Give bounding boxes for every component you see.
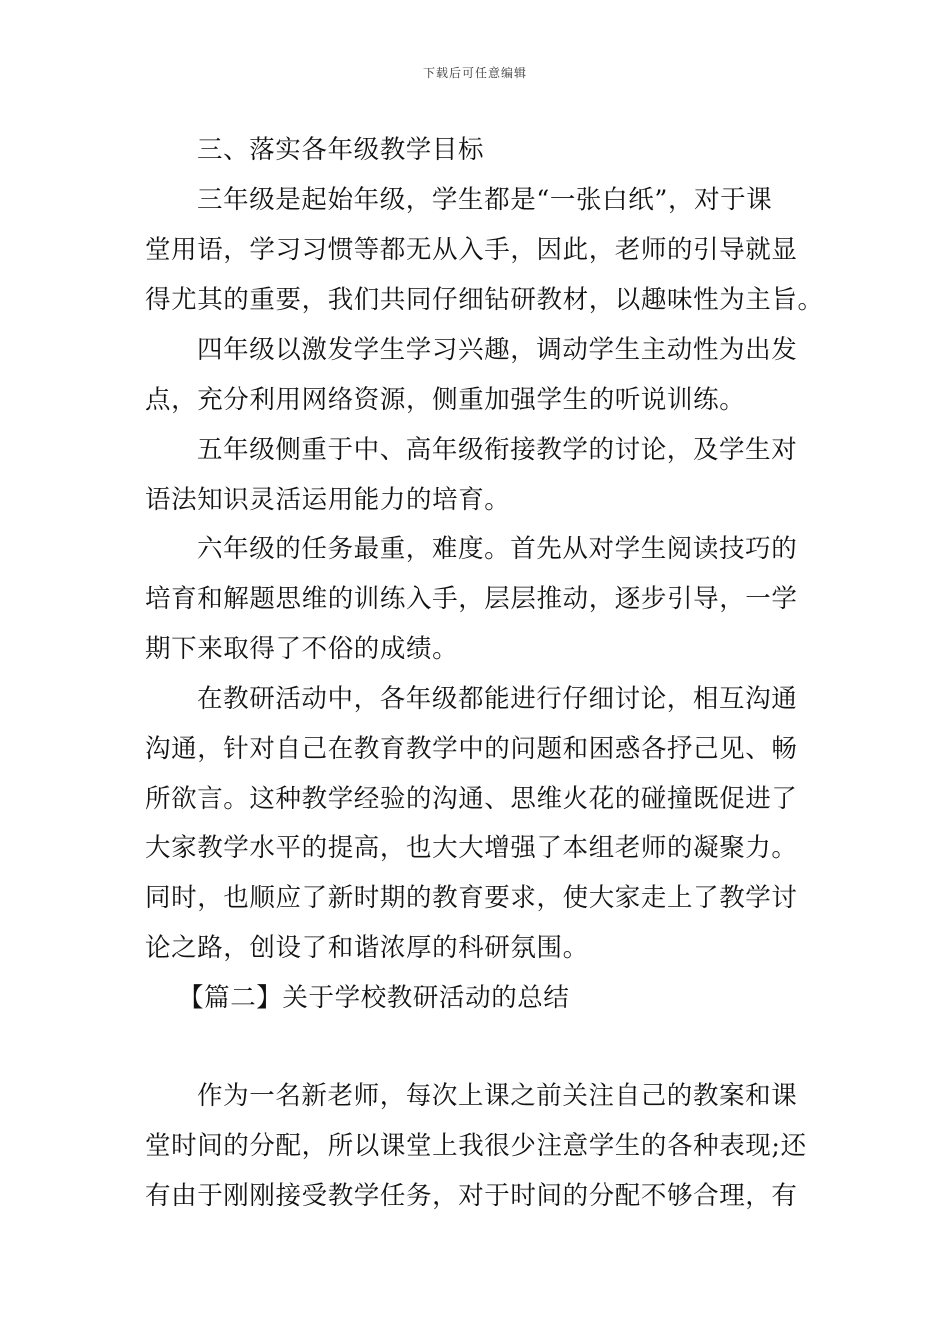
paragraph-line: 论之路，创设了和谐浓厚的科研氛围。 xyxy=(145,933,589,963)
paragraph-line: 四年级以激发学生学习兴趣，调动学生主动性为出发 xyxy=(197,335,798,365)
paragraph-line: 大家教学水平的提高，也大大增强了本组老师的凝聚力。 xyxy=(145,833,798,863)
paragraph-line: 同时，也顺应了新时期的教育要求，使大家走上了教学讨 xyxy=(145,883,798,913)
paragraph-line: 堂时间的分配，所以课堂上我很少注意学生的各种表现;还 xyxy=(145,1131,807,1161)
paragraph-line: 期下来取得了不俗的成绩。 xyxy=(145,634,459,664)
paragraph-line: 五年级侧重于中、高年级衔接教学的讨论，及学生对 xyxy=(197,435,798,465)
paragraph-line: 沟通，针对自己在教育教学中的问题和困惑各抒己见、畅 xyxy=(145,734,798,764)
section-heading: 三、落实各年级教学目标 xyxy=(197,135,485,165)
paragraph-line: 在教研活动中，各年级都能进行仔细讨论，相互沟通 xyxy=(197,684,798,714)
paragraph-line: 六年级的任务最重，难度。首先从对学生阅读技巧的 xyxy=(197,534,798,564)
article-heading: 【篇二】关于学校教研活动的总结 xyxy=(178,983,570,1013)
paragraph-line: 有由于刚刚接受教学任务，对于时间的分配不够合理，有 xyxy=(145,1181,798,1211)
paragraph-line: 三年级是起始年级，学生都是“一张白纸”，对于课 xyxy=(197,185,773,215)
paragraph-line: 所欲言。这种教学经验的沟通、思维火花的碰撞既促进了 xyxy=(145,784,798,814)
paragraph-line: 语法知识灵活运用能力的培育。 xyxy=(145,485,511,515)
paragraph-line: 得尤其的重要，我们共同仔细钻研教材，以趣味性为主旨。 xyxy=(145,285,824,315)
paragraph-line: 点，充分利用网络资源，侧重加强学生的听说训练。 xyxy=(145,385,746,415)
paragraph-line: 堂用语，学习习惯等都无从入手，因此，老师的引导就显 xyxy=(145,235,798,265)
paragraph-line: 作为一名新老师，每次上课之前关注自己的教案和课 xyxy=(197,1081,798,1111)
page-header: 下载后可任意编辑 xyxy=(422,66,527,80)
paragraph-line: 培育和解题思维的训练入手，层层推动，逐步引导，一学 xyxy=(145,584,798,614)
